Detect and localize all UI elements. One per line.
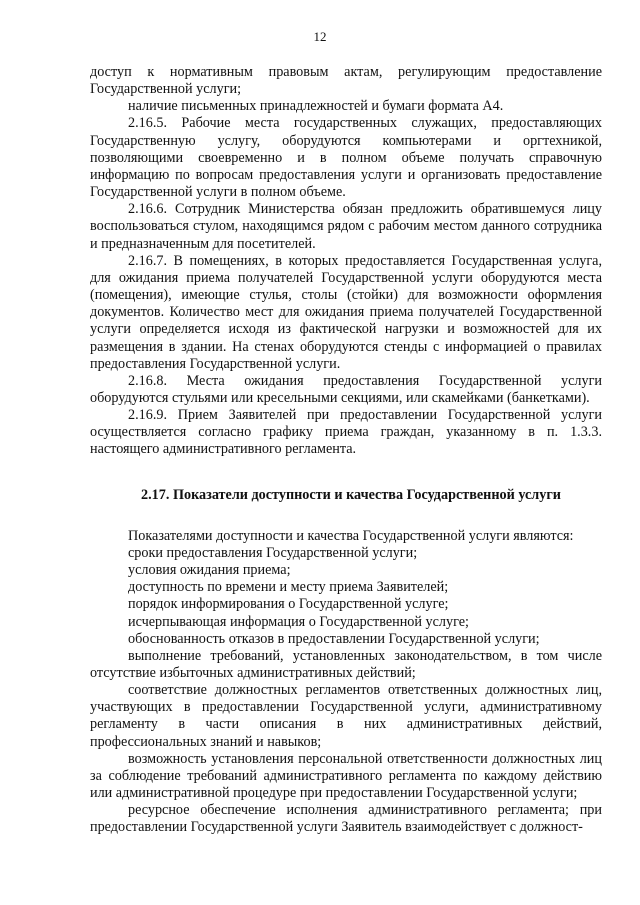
paragraph: доступ к нормативным правовым актам, регулирующим предоставление Государственной услуги; [90, 64, 602, 98]
page-number: 12 [313, 29, 327, 44]
paragraph-2-16-5: 2.16.5. Рабочие места государственных служащих, предоставляющих Государственную услугу, оборудуются компьютерами и оргтехникой, позволяющими своевременно и в полном объеме получать справочную информацию по вопросам предоставления услуги и организовать предоставление Государственной услуги в полном объеме. [90, 115, 602, 201]
list-item: соответствие должностных регламентов ответственных должностных лиц, участвующих в предоставлении Государственной услуги, административному регламенту в части описания в них административных действий, профессиональных знаний и навыков; [90, 682, 602, 750]
list-item: выполнение требований, установленных законодательством, в том числе отсутствие избыточных административных действий; [90, 647, 602, 681]
paragraph-2-16-7: 2.16.7. В помещениях, в которых предоставляется Государственная услуга, для ожидания приема получателей Государственной услуги оборудуются места (помещения), имеющие стулья, столы (стойки) для возможности оформления документов. Количество мест для ожидания приема получателей Государственной услуги определяется исходя из фактической нагрузки и возможностей для их размещения в здании. На стенах оборудуются стенды с информацией о правилах предоставления Государственной услуги. [90, 252, 602, 372]
list-item: исчерпывающая информация о Государственной услуге; [128, 613, 469, 630]
list-item: обоснованность отказов в предоставлении Государственной услуги; [128, 630, 540, 647]
section-heading: 2.17. Показатели доступности и качества Государственной услуги [141, 486, 561, 503]
paragraph-2-16-6: 2.16.6. Сотрудник Министерства обязан предложить обратившемуся лицу воспользоваться стулом, находящимся рядом с рабочим местом данного сотрудника и предназначенным для посетителей. [90, 201, 602, 252]
paragraph-2-16-8: 2.16.8. Места ожидания предоставления Государственной услуги оборудуются стульями или кресельными секциями, или скамейками (банкетками). [90, 372, 602, 406]
list-item: условия ожидания приема; [128, 562, 291, 579]
list-item: доступность по времени и месту приема Заявителей; [128, 579, 449, 596]
document-body [90, 64, 602, 837]
list-item: сроки предоставления Государственной услуги; [128, 544, 418, 561]
paragraph: наличие письменных принадлежностей и бумаги формата А4. [128, 98, 504, 115]
list-item: порядок информирования о Государственной услуге; [128, 596, 449, 613]
list-intro: Показателями доступности и качества Государственной услуги являются: [128, 527, 574, 544]
list-item: возможность установления персональной ответственности должностных лиц за соблюдение требований административного регламента по каждому действию или административной процедуре при предоставлении Государственной услуги; [90, 750, 602, 802]
list-item: ресурсное обеспечение исполнения административного регламента; при предоставлении Государственной услуги Заявитель взаимодействует с должност- [90, 802, 602, 836]
paragraph-2-16-9: 2.16.9. Прием Заявителей при предоставлении Государственной услуги осуществляется согласно графику приема граждан, указанному в п. 1.3.3. настоящего административного регламента. [90, 407, 602, 458]
